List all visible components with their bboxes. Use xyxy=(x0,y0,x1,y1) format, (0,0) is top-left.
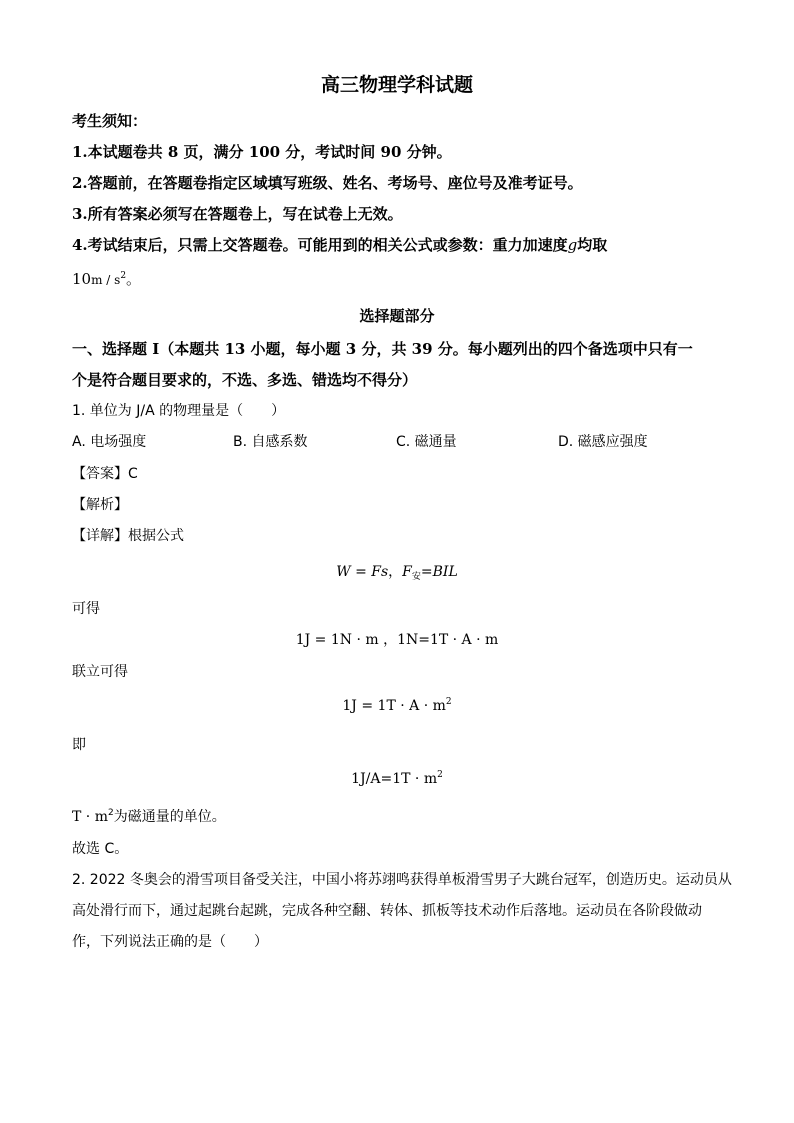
eq1-w: W xyxy=(336,564,351,580)
q2-line-3: 作，下列说法正确的是（ ） xyxy=(72,934,268,950)
text-lianli: 联立可得 xyxy=(72,664,128,680)
gravity-end: 。 xyxy=(126,270,142,288)
eq1-f: F xyxy=(402,564,412,580)
eq1-eq: = xyxy=(350,564,372,580)
q1-option-c: C. 磁通量 xyxy=(396,434,457,450)
page-title: 高三物理学科试题 xyxy=(320,74,473,96)
q1-stem: 1. 单位为 J/A 的物理量是（ ） xyxy=(72,403,286,419)
eq1-sub: 安 xyxy=(411,572,421,582)
part1-heading-line2: 个是符合题目要求的，不选、多选、错选均不得分） xyxy=(72,371,418,389)
q1-analysis: 【解析】 xyxy=(72,497,128,513)
gravity-symbol: g xyxy=(567,236,578,254)
q1-option-b: B. 自感系数 xyxy=(233,434,308,450)
gravity-unit: m / s xyxy=(91,273,121,287)
q2-line-1: 2. 2022 冬奥会的滑雪项目备受关注，中国小将苏翊鸣获得单板滑雪男子大跳台冠军，创造历史。运动员从 xyxy=(72,872,732,888)
q1-option-d: D. 磁感应强度 xyxy=(558,434,648,450)
eq4-exp: 2 xyxy=(437,770,443,780)
choose-c: 故选 C。 xyxy=(72,841,129,857)
equation-1 xyxy=(0,561,794,582)
gravity-number: 10 xyxy=(72,270,92,288)
eq4-body: 1J/A=1T · m xyxy=(351,771,438,787)
section-title: 选择题部分 xyxy=(359,307,435,325)
q1-option-a: A. 电场强度 xyxy=(72,434,147,450)
eq3-exp: 2 xyxy=(445,697,452,707)
equation-4 xyxy=(0,770,794,787)
eq1-fs: Fs xyxy=(371,564,389,580)
eq1-bil: BIL xyxy=(432,564,458,580)
equation-2: 1J = 1N · m ，1N=1T · A · m xyxy=(295,632,499,648)
eq3-body: 1J = 1T · A · m xyxy=(342,698,446,714)
q2-line-2: 高处滑行而下，通过起跳台起跳，完成各种空翻、转体、抓板等技术动作后落地。运动员在各阶段做动 xyxy=(72,903,702,919)
gravity-value xyxy=(72,268,141,289)
q1-detail: 【详解】根据公式 xyxy=(72,528,184,544)
conclusion xyxy=(72,806,226,826)
q1-answer: 【答案】C xyxy=(72,466,138,482)
notice-item-2: 2.答题前，在答题卷指定区域填写班级、姓名、考场号、座位号及准考证号。 xyxy=(72,174,583,192)
text-ji: 即 xyxy=(72,737,86,753)
text-kede: 可得 xyxy=(72,601,100,617)
eq1-sep: ， xyxy=(388,564,403,580)
eq1-eq2: = xyxy=(420,564,433,580)
conclusion-exp: 2 xyxy=(107,808,114,818)
gravity-exponent: 2 xyxy=(120,271,127,281)
part1-heading-line1: 一、选择题 I（本题共 13 小题，每小题 3 分，共 39 分。每小题列出的四个备选项中只有一 xyxy=(72,340,693,358)
notice-item-4-text: 4.考试结束后，只需上交答题卷。可能用到的相关公式或参数：重力加速度 xyxy=(72,236,568,254)
conclusion-unit: T · m xyxy=(72,809,108,825)
notice-item-4-tail: 均取 xyxy=(577,236,608,254)
notice-item-3: 3.所有答案必须写在答题卷上，写在试卷上无效。 xyxy=(72,205,403,223)
notice-heading: 考生须知： xyxy=(72,112,148,130)
equation-3 xyxy=(0,697,794,714)
notice-item-4 xyxy=(72,234,607,255)
notice-item-1: 1.本试题卷共 8 页，满分 100 分，考试时间 90 分钟。 xyxy=(72,143,452,161)
conclusion-text: 为磁通量的单位。 xyxy=(113,809,226,825)
